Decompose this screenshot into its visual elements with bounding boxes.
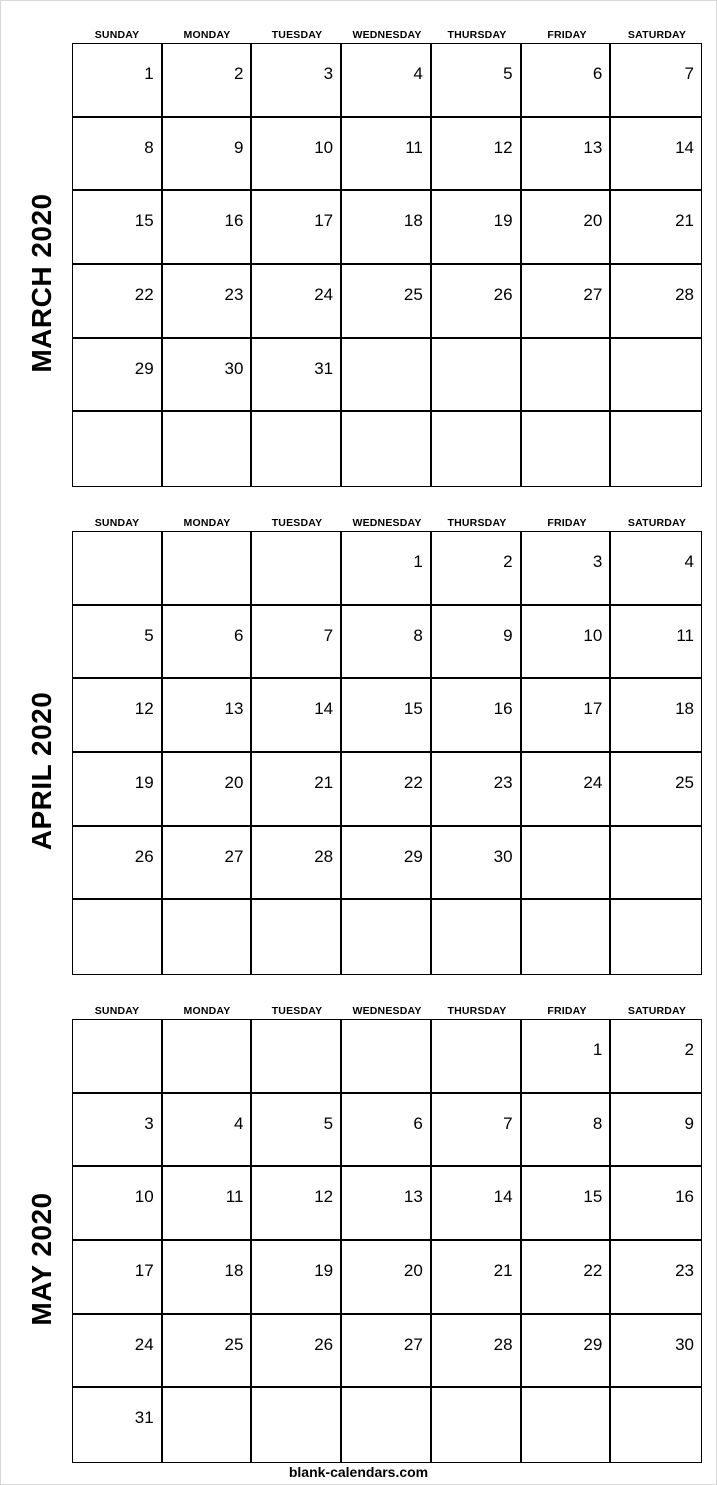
weekday-label: SATURDAY (627, 1005, 687, 1017)
day-cell (342, 1241, 432, 1315)
day-number: 23 (493, 772, 513, 792)
day-number: 7 (323, 625, 334, 645)
day-cell (432, 1388, 522, 1462)
day-cell (522, 679, 612, 753)
day-cell (163, 265, 253, 339)
day-cell (252, 339, 342, 413)
day-cell (342, 339, 432, 413)
day-cell (73, 412, 163, 486)
day-cell (342, 606, 432, 680)
weekday-label: WEDNESDAY (352, 1005, 422, 1017)
day-number: 20 (583, 211, 603, 231)
day-cell (252, 606, 342, 680)
day-cell (522, 606, 612, 680)
day-number: 6 (592, 64, 603, 83)
day-cell (522, 1020, 612, 1094)
day-number: 5 (503, 64, 513, 83)
weekday-label: SUNDAY (94, 29, 140, 41)
weekday-label: SATURDAY (627, 29, 687, 41)
day-cell (342, 412, 432, 486)
day-cell (611, 753, 701, 827)
day-cell (611, 339, 701, 413)
day-number: 23 (224, 284, 244, 304)
day-cell (522, 900, 612, 974)
day-number: 29 (134, 358, 154, 378)
day-cell (163, 1388, 253, 1462)
day-cell (522, 1241, 612, 1315)
month-calendar (0, 1003, 717, 1475)
day-number: 23 (675, 1260, 694, 1280)
day-number: 28 (314, 846, 334, 866)
weekday-label: FRIDAY (547, 1005, 587, 1017)
day-cell (163, 679, 253, 753)
day-number: 1 (592, 1040, 603, 1059)
day-number: 10 (583, 625, 603, 645)
day-cell (432, 1315, 522, 1389)
day-number: 25 (224, 1334, 244, 1354)
day-cell (73, 679, 163, 753)
day-cell (611, 118, 701, 192)
day-cell (73, 339, 163, 413)
month-calendar (0, 515, 717, 987)
day-number: 24 (583, 772, 603, 792)
day-number: 9 (684, 1113, 694, 1133)
day-cell (252, 1020, 342, 1094)
weekday-header (72, 27, 702, 43)
day-cell (522, 1094, 612, 1168)
day-cell (432, 265, 522, 339)
day-cell (252, 118, 342, 192)
day-number: 25 (675, 772, 694, 792)
day-number: 2 (233, 64, 244, 83)
day-cell (522, 532, 612, 606)
day-cell (252, 1241, 342, 1315)
day-number: 19 (314, 1260, 334, 1280)
day-number: 6 (413, 1113, 423, 1133)
day-number: 27 (224, 846, 244, 866)
day-cell (342, 118, 432, 192)
day-cell (611, 532, 701, 606)
day-number: 6 (233, 625, 244, 645)
weekday-label: SUNDAY (94, 517, 140, 529)
day-number: 15 (134, 211, 154, 231)
day-cell (342, 679, 432, 753)
day-number: 5 (323, 1113, 334, 1133)
day-cell (432, 532, 522, 606)
site-footer: blank-calendars.com (288, 1464, 429, 1480)
day-cell (252, 1315, 342, 1389)
day-number: 1 (144, 64, 154, 83)
day-cell (522, 753, 612, 827)
day-cell (611, 679, 701, 753)
month-title: APRIL 2020 (26, 691, 57, 851)
day-number: 1 (413, 552, 423, 571)
day-cell (342, 1094, 432, 1168)
day-cell (522, 827, 612, 901)
day-cell (252, 1388, 342, 1462)
weekday-label: WEDNESDAY (352, 517, 422, 529)
day-number: 26 (314, 1334, 334, 1354)
day-cell (163, 191, 253, 265)
day-number: 22 (403, 772, 423, 792)
day-number: 3 (323, 64, 334, 83)
day-cell (163, 339, 253, 413)
day-number: 3 (592, 552, 603, 571)
month-grid (72, 1019, 702, 1463)
day-cell (432, 191, 522, 265)
day-cell (432, 827, 522, 901)
day-cell (73, 1241, 163, 1315)
weekday-label: MONDAY (183, 29, 231, 41)
day-cell (611, 1167, 701, 1241)
day-cell (432, 44, 522, 118)
day-cell (342, 753, 432, 827)
day-cell (252, 753, 342, 827)
day-number: 24 (314, 284, 334, 304)
day-cell (432, 118, 522, 192)
day-number: 7 (503, 1113, 513, 1133)
day-cell (611, 1241, 701, 1315)
day-cell (73, 191, 163, 265)
day-cell (611, 900, 701, 974)
day-cell (522, 265, 612, 339)
day-cell (73, 1020, 163, 1094)
day-number: 26 (134, 846, 154, 866)
day-cell (611, 265, 701, 339)
day-cell (73, 827, 163, 901)
day-cell (73, 44, 163, 118)
day-cell (163, 532, 253, 606)
day-number: 13 (224, 699, 244, 719)
day-number: 12 (493, 137, 513, 157)
weekday-label: FRIDAY (547, 517, 587, 529)
day-cell (611, 1388, 701, 1462)
day-number: 19 (134, 772, 154, 792)
day-cell (432, 412, 522, 486)
day-cell (432, 1241, 522, 1315)
day-number: 4 (233, 1113, 244, 1133)
day-cell (432, 606, 522, 680)
day-cell (163, 44, 253, 118)
day-number: 22 (134, 284, 154, 304)
day-cell (611, 1020, 701, 1094)
day-number: 18 (675, 699, 694, 719)
day-cell (252, 1094, 342, 1168)
weekday-label: WEDNESDAY (352, 29, 422, 41)
day-number: 11 (676, 625, 694, 645)
day-number: 16 (675, 1187, 694, 1207)
day-cell (73, 118, 163, 192)
day-cell (163, 1094, 253, 1168)
day-number: 17 (134, 1260, 154, 1280)
day-number: 30 (675, 1334, 694, 1354)
day-cell (163, 1315, 253, 1389)
day-cell (611, 412, 701, 486)
day-number: 8 (592, 1113, 603, 1133)
month-title: MARCH 2020 (26, 193, 57, 373)
day-cell (342, 44, 432, 118)
day-number: 2 (684, 1040, 694, 1059)
day-number: 10 (134, 1187, 154, 1207)
day-number: 27 (403, 1334, 423, 1354)
day-number: 28 (493, 1334, 513, 1354)
weekday-label: TUESDAY (271, 517, 323, 529)
day-cell (611, 606, 701, 680)
day-number: 30 (493, 846, 513, 866)
day-number: 13 (583, 137, 603, 157)
day-cell (342, 1167, 432, 1241)
weekday-label: SATURDAY (627, 517, 687, 529)
weekday-label: THURSDAY (447, 517, 507, 529)
day-cell (163, 118, 253, 192)
day-cell (432, 339, 522, 413)
day-number: 20 (224, 772, 244, 792)
day-number: 20 (403, 1260, 423, 1280)
day-cell (163, 1167, 253, 1241)
day-cell (522, 118, 612, 192)
day-cell (163, 900, 253, 974)
weekday-label: FRIDAY (547, 29, 587, 41)
day-number: 21 (493, 1260, 513, 1280)
day-cell (252, 44, 342, 118)
day-cell (252, 900, 342, 974)
day-cell (163, 606, 253, 680)
day-number: 15 (583, 1187, 603, 1207)
day-number: 8 (413, 625, 423, 645)
day-cell (611, 44, 701, 118)
month-title: MAY 2020 (26, 1192, 57, 1326)
day-cell (432, 1167, 522, 1241)
day-number: 17 (583, 699, 603, 719)
day-cell (73, 265, 163, 339)
day-number: 25 (403, 284, 423, 304)
day-cell (252, 191, 342, 265)
day-cell (252, 1167, 342, 1241)
day-number: 18 (403, 211, 423, 231)
day-number: 9 (233, 137, 244, 157)
day-number: 16 (493, 699, 513, 719)
day-cell (611, 1315, 701, 1389)
day-number: 16 (224, 211, 244, 231)
day-number: 9 (503, 625, 513, 645)
day-cell (611, 1094, 701, 1168)
day-number: 31 (134, 1408, 154, 1428)
day-number: 8 (144, 137, 154, 157)
day-cell (432, 1094, 522, 1168)
day-cell (432, 1020, 522, 1094)
day-cell (522, 44, 612, 118)
day-cell (252, 412, 342, 486)
day-number: 15 (403, 699, 423, 719)
day-cell (73, 1167, 163, 1241)
day-cell (522, 1167, 612, 1241)
day-number: 29 (403, 846, 423, 866)
day-cell (342, 532, 432, 606)
weekday-label: MONDAY (183, 1005, 231, 1017)
day-cell (342, 1020, 432, 1094)
day-number: 11 (405, 137, 423, 157)
day-cell (73, 1388, 163, 1462)
day-number: 28 (675, 284, 694, 304)
day-cell (342, 265, 432, 339)
day-cell (342, 827, 432, 901)
day-cell (73, 606, 163, 680)
day-number: 22 (583, 1260, 603, 1280)
day-cell (73, 753, 163, 827)
day-cell (73, 1094, 163, 1168)
day-number: 21 (314, 772, 334, 792)
day-cell (252, 679, 342, 753)
day-number: 21 (675, 211, 694, 231)
day-number: 14 (675, 137, 694, 157)
day-cell (342, 900, 432, 974)
day-cell (252, 827, 342, 901)
month-grid (72, 43, 702, 487)
day-number: 18 (224, 1260, 244, 1280)
month-grid (72, 531, 702, 975)
day-number: 11 (225, 1187, 244, 1207)
day-number: 17 (314, 211, 334, 231)
day-cell (432, 753, 522, 827)
day-cell (252, 532, 342, 606)
day-cell (522, 1315, 612, 1389)
day-number: 31 (314, 358, 334, 378)
day-number: 4 (413, 64, 423, 83)
day-cell (522, 339, 612, 413)
day-number: 2 (503, 552, 513, 571)
day-cell (163, 1241, 253, 1315)
day-number: 24 (134, 1334, 154, 1354)
day-cell (522, 412, 612, 486)
day-cell (163, 753, 253, 827)
day-cell (163, 1020, 253, 1094)
weekday-header (72, 515, 702, 531)
day-cell (342, 1315, 432, 1389)
day-cell (73, 532, 163, 606)
day-cell (163, 412, 253, 486)
day-cell (522, 191, 612, 265)
day-cell (342, 1388, 432, 1462)
day-number: 12 (134, 699, 154, 719)
day-cell (342, 191, 432, 265)
day-number: 13 (403, 1187, 423, 1207)
weekday-label: TUESDAY (271, 29, 323, 41)
day-cell (611, 827, 701, 901)
day-cell (432, 900, 522, 974)
day-number: 10 (314, 137, 334, 157)
day-number: 19 (493, 211, 513, 231)
day-cell (73, 900, 163, 974)
day-cell (432, 679, 522, 753)
weekday-header (72, 1003, 702, 1019)
day-cell (163, 827, 253, 901)
weekday-label: TUESDAY (271, 1005, 323, 1017)
day-number: 12 (314, 1187, 334, 1207)
day-number: 7 (684, 64, 694, 83)
day-number: 4 (684, 552, 694, 571)
day-number: 30 (224, 358, 244, 378)
day-cell (252, 265, 342, 339)
day-number: 26 (493, 284, 513, 304)
weekday-label: THURSDAY (447, 1005, 507, 1017)
day-cell (611, 191, 701, 265)
day-number: 14 (314, 699, 334, 719)
day-number: 29 (583, 1334, 603, 1354)
day-cell (73, 1315, 163, 1389)
day-number: 14 (493, 1187, 513, 1207)
day-number: 27 (583, 284, 603, 304)
weekday-label: SUNDAY (94, 1005, 140, 1017)
day-number: 5 (144, 625, 154, 645)
weekday-label: MONDAY (183, 517, 231, 529)
weekday-label: THURSDAY (447, 29, 507, 41)
month-calendar (0, 27, 717, 499)
day-number: 3 (144, 1113, 154, 1133)
day-cell (522, 1388, 612, 1462)
